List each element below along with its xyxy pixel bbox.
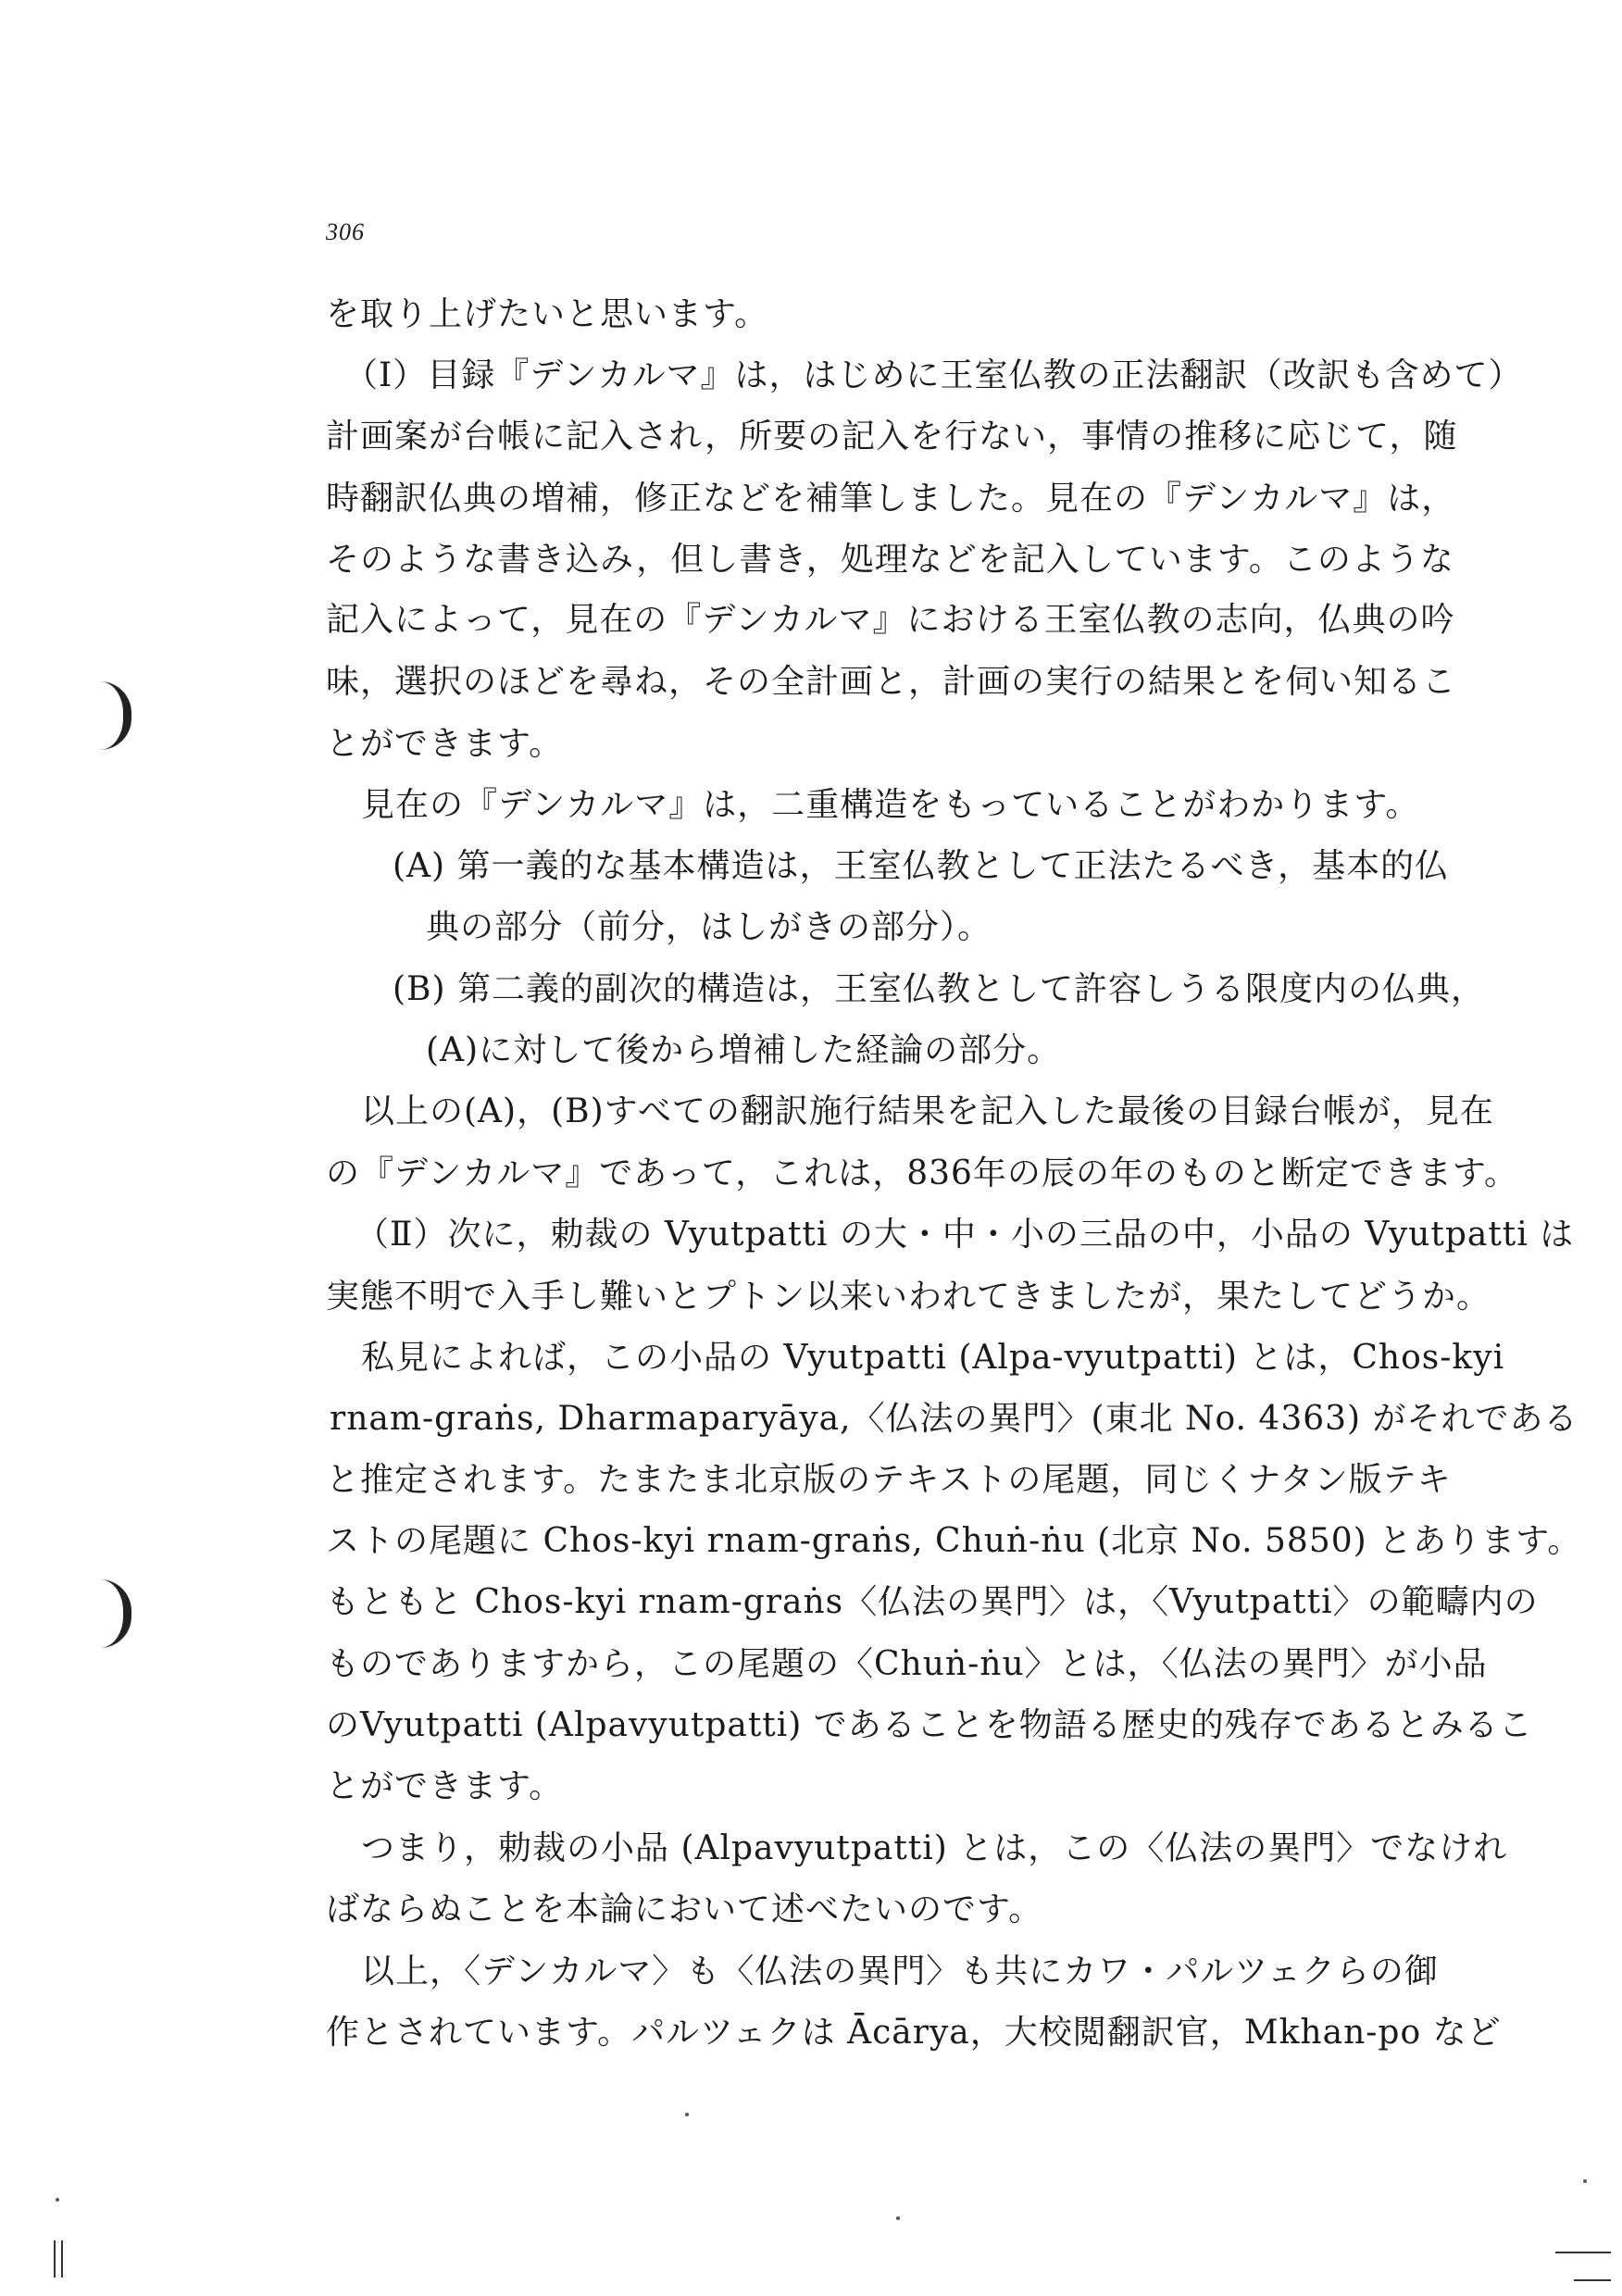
text-line: つまり，勅裁の小品 (Alpavyutpatti) とは，この〈仏法の異門〉でなけれ [361,1829,1508,1867]
text-line: とができます。 [326,725,564,763]
text-line: 作とされています。パルツェクは Ācārya，大校閲翻訳官，Mkhan-po など [326,2014,1502,2052]
text-line: (B) 第二義的副次的構造は，王室仏教として許容しうる限度内の仏典， [393,970,1485,1008]
text-line: 記入によって，見在の『デンカルマ』における王室仏教の志向，仏典の吟 [326,601,1455,639]
text-line: (A) 第一義的な基本構造は，王室仏教として正法たるべき，基本的仏 [393,847,1450,885]
page-number: 306 [326,218,365,245]
binding-hole-mark [100,1579,131,1648]
text-line: ストの尾題に Chos-kyi rnam-graṅs, Chuṅ-ṅu (北京 No. 5850) とあります。 [326,1522,1582,1560]
text-line: （Ⅰ）目録『デンカルマ』は，はじめに王室仏教の正法翻訳（改訳も含めて） [344,356,1523,394]
scan-speck [56,2198,59,2202]
scan-speck [896,2216,900,2220]
scan-speck [685,2113,689,2116]
text-line: 実態不明で入手し難いとプトン以来いわれてきましたが，果たしてどうか。 [326,1278,1491,1316]
scan-edge-mark [61,2240,63,2277]
text-line: の『デンカルマ』であって，これは，836年の辰の年のものと断定できます。 [326,1154,1519,1192]
text-line: と推定されます。たまたま北京版のテキストの尾題，同じくナタン版テキ [326,1461,1452,1499]
text-line: ものでありますから，この尾題の〈Chuṅ-ṅu〉とは，〈仏法の異門〉が小品 [326,1645,1488,1683]
text-line: もともと Chos-kyi rnam-graṅs〈仏法の異門〉は，〈Vyutpatti〉の範疇内の [326,1583,1539,1621]
text-line: 時翻訳仏典の増補，修正などを補筆しました。見在の『デンカルマ』は， [326,480,1456,518]
text-line: （Ⅱ）次に，勅裁の Vyutpatti の大・中・小の三品の中，小品の Vyutpatti は [356,1216,1575,1254]
text-line: 計画案が台帳に記入され，所要の記入を行ない，事情の推移に応じて，随 [326,418,1458,455]
text-line: rnam-graṅs, Dharmaparyāya,〈仏法の異門〉(東北 No. 4363) がそれである [330,1400,1578,1438]
text-line: のVyutpatti (Alpavyutpatti) であることを物語る歴史的残存であるとみるこ [326,1706,1533,1744]
text-line: 味，選択のほどを尋ね，その全計画と，計画の実行の結果とを伺い知るこ [326,663,1457,701]
text-line: 以上，〈デンカルマ〉も〈仏法の異門〉も共にカワ・パルツェクらの御 [361,1953,1439,1990]
text-line: 以上の(A)，(B)すべての翻訳施行結果を記入した最後の目録台帳が，見在 [361,1092,1494,1130]
text-line: ばならぬことを本論において述べたいのです。 [326,1890,1043,1928]
scan-edge-mark [54,2240,56,2277]
text-line: 見在の『デンカルマ』は，二重構造をもっていることがわかります。 [361,786,1420,824]
scan-edge-mark [1555,2252,1611,2253]
text-line: 典の部分（前分，はしがきの部分）。 [426,908,992,946]
text-line: を取り上げたいと思います。 [326,295,769,333]
binding-hole-mark [100,681,131,750]
scan-edge-mark [1574,2279,1611,2281]
scan-speck [1583,2179,1587,2183]
text-line: とができます。 [326,1767,564,1805]
text-line: そのような書き込み，但し書き，処理などを記入しています。このような [326,541,1454,579]
text-line: (A)に対して後から増補した経論の部分。 [426,1031,1062,1069]
text-line: 私見によれば，この小品の Vyutpatti (Alpa-vyutpatti) とは，Chos-kyi [361,1339,1505,1377]
